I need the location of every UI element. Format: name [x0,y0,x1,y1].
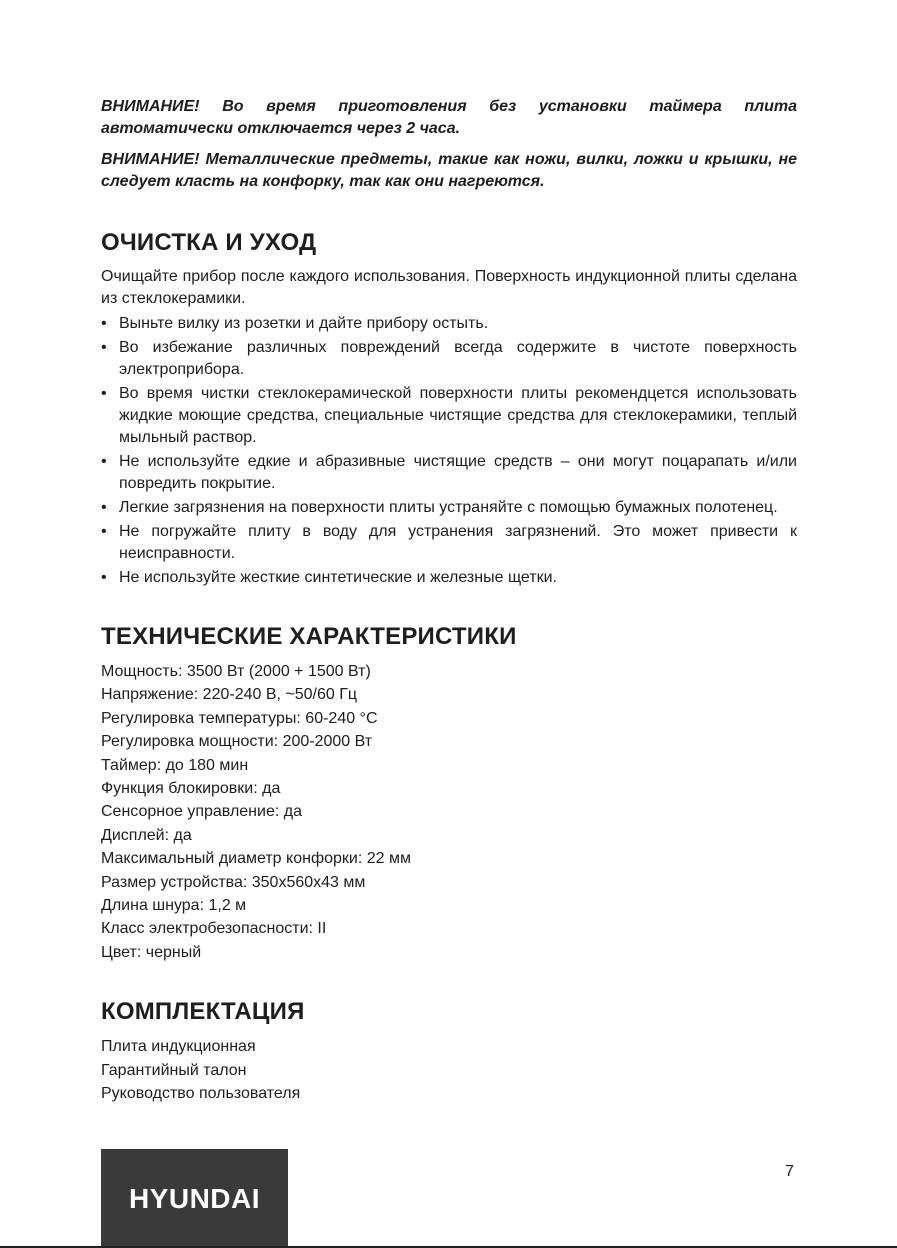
spec-line: Регулировка мощности: 200-2000 Вт [101,733,373,751]
list-item [101,521,797,565]
warning-text: Металлические предметы, такие как ножи, вилки, ложки и крышки, не следует класть на конфорку, так как они нагреются. [101,151,797,190]
list-item-text: Не используйте едкие и абразивные чистящие средств – они могут поцарапать и/или повредить покрытие. [119,453,797,492]
spec-line: Класс электробезопасности: II [101,920,327,938]
bullet-icon: • [101,453,107,470]
spec-line: Максимальный диаметр конфорки: 22 мм [101,850,411,868]
warning-text: Во время приготовления без установки таймера плита автоматически отключается через 2 часа. [101,98,797,137]
bullet-icon: • [101,569,107,586]
list-item [101,383,797,449]
brand-logo-text: HYUNDAI [128,1182,261,1214]
spec-line: Функция блокировки: да [101,780,281,798]
warning-label: ВНИМАНИЕ! [101,151,200,168]
cleaning-list [101,313,797,589]
spec-line: Длина шнура: 1,2 м [101,897,247,915]
spec-line: Сенсорное управление: да [101,803,302,821]
spec-line: Мощность: 3500 Вт (2000 + 1500 Вт) [101,663,371,680]
list-item [101,567,797,589]
kit-item: Гарантийный талон [101,1061,247,1079]
spec-line: Размер устройства: 350x560x43 мм [101,873,366,891]
cleaning-intro: Очищайте прибор после каждого использования. Поверхность индукционной плиты сделана из стеклокерамики. [101,268,797,307]
warning-label: ВНИМАНИЕ! [101,98,200,115]
bullet-icon: • [101,385,107,402]
warning-timer [101,96,797,140]
spec-line: Напряжение: 220-240 В, ~50/60 Гц [101,686,358,704]
bullet-icon: • [101,523,107,540]
kit-item: Руководство пользователя [101,1085,301,1103]
section-title-cleaning: ОЧИСТКА И УХОД [101,229,317,256]
spec-line: Регулировка температуры: 60-240 °С [101,709,378,727]
section-title-specs: ТЕХНИЧЕСКИЕ ХАРАКТЕРИСТИКИ [101,623,517,650]
list-item-text: Во избежание различных повреждений всегда содержите в чистоте поверхность электроприбора. [119,339,797,378]
spec-line: Таймер: до 180 мин [101,756,249,774]
list-item-text: Выньте вилку из розетки и дайте прибору остыть. [119,315,489,332]
spec-line: Цвет: черный [101,943,202,961]
page-number: 7 [785,1163,794,1180]
kit-list [101,1035,797,1105]
warning-metal [101,149,797,193]
list-item [101,337,797,381]
list-item [101,497,797,519]
list-item [101,451,797,495]
list-item-text: Не погружайте плиту в воду для устранения загрязнений. Это может привести к неисправности. [119,523,797,562]
bullet-icon: • [101,315,107,332]
list-item [101,313,797,335]
brand-logo [101,1149,288,1248]
list-item-text: Во время чистки стеклокерамической поверхности плиты рекомендцется использовать жидкие моющие средства, специальные чистящие средства для стеклокерамики, теплый мыльный раствор. [119,385,797,446]
list-item-text: Не используйте жесткие синтетические и железные щетки. [119,569,557,586]
spec-line: Дисплей: да [101,826,192,844]
kit-item: Плита индукционная [101,1038,256,1056]
list-item-text: Легкие загрязнения на поверхности плиты устраняйте с помощью бумажных полотенец. [119,499,778,516]
specs-list [101,660,797,964]
section-title-kit: КОМПЛЕКТАЦИЯ [101,998,305,1026]
page-content [101,96,797,1106]
bullet-icon: • [101,499,107,516]
bullet-icon: • [101,339,107,356]
